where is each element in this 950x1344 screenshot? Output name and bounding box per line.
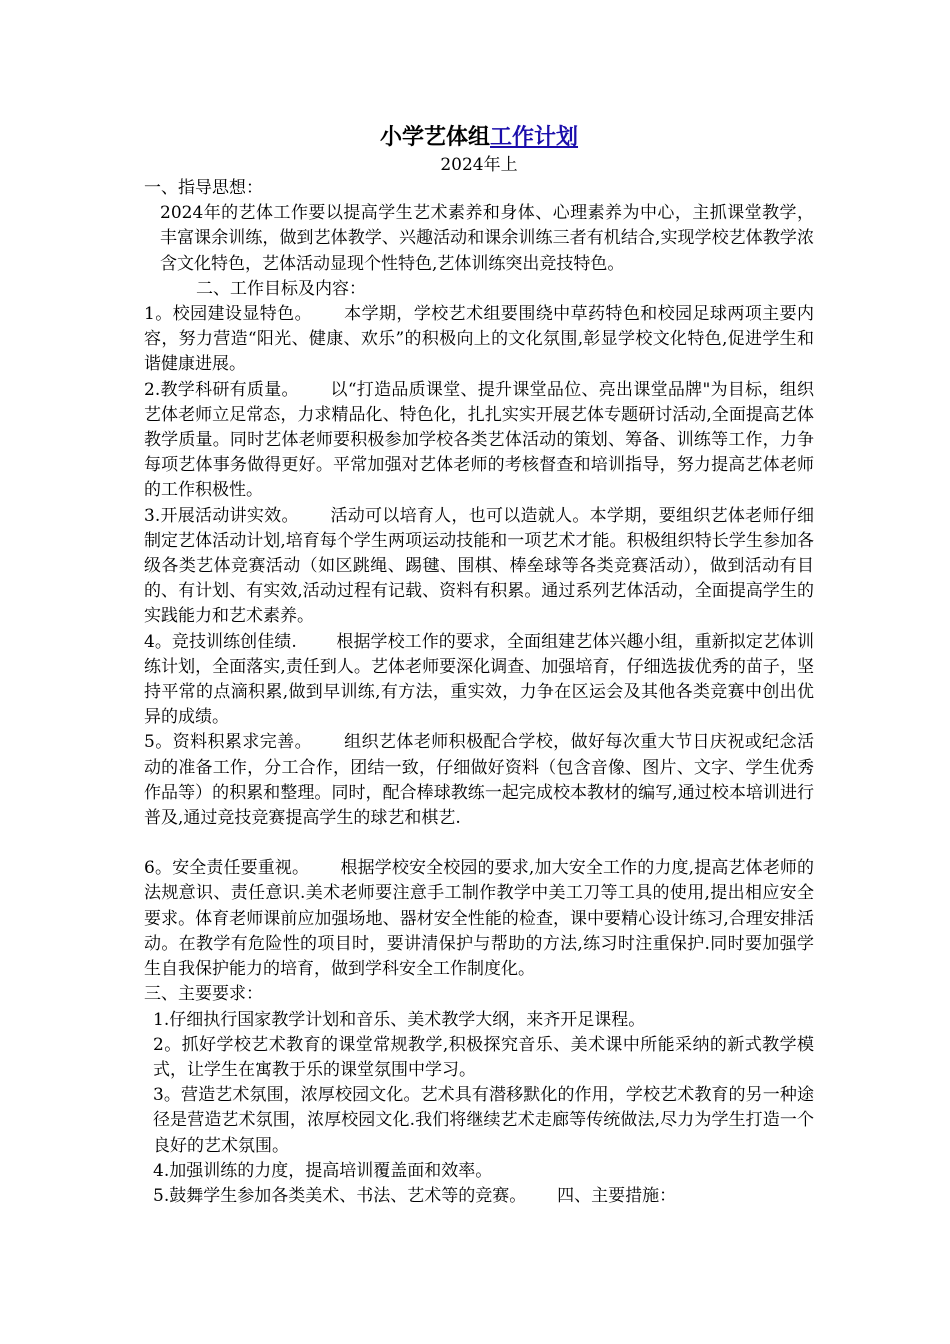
goal-item-6: 6。安全责任要重视。 根据学校安全校园的要求,加大安全工作的力度,提高艺体老师的法规意识、责任意识.美术老师要注意手工制作教学中美工刀等工具的使用,提出相应安全要求。体育老师课前应加强场地、器材安全性能的检查，课中要精心设计练习,合理安排活动。在教学有危险性的项目时，要讲清保护与帮助的方法,练习时注重保护.同时要加强学生自我保护能力的培育，做到学科安全工作制度化。 — [144, 858, 814, 980]
title-main: 小学艺体组 — [379, 124, 490, 150]
document-subtitle: 2024年上 — [440, 155, 518, 175]
section-heading-goals: 二、工作目标及内容： — [196, 278, 366, 299]
requirement-item-4: 4.加强训练的力度，提高培训覆盖面和效率。 — [153, 1160, 493, 1181]
title-link[interactable]: 工作计划 — [490, 124, 579, 150]
paragraph-guiding-thought: 2024年的艺体工作要以提高学生艺术素养和身体、心理素养为中心，主抓课堂教学，丰富课余训练，做到艺体教学、兴趣活动和课余训练三者有机结合,实现学校艺体教学浓含文化特色，艺体活动显现个性特色,艺体训练突出竞技特色。 — [160, 203, 814, 274]
goal-item-2: 2.教学科研有质量。 以“打造品质课堂、提升课堂品位、亮出课堂品牌"为目标，组织艺体老师立足常态，力求精品化、特色化，扎扎实实开展艺体专题研讨活动,全面提高艺体教学质量。同时艺体老师要积极参加学校各类艺体活动的策划、筹备、训练等工作，力争每项艺体事务做得更好。平常加强对艺体老师的考核督查和培训指导，努力提高艺体老师的工作积极性。 — [144, 379, 814, 501]
title-block — [144, 120, 814, 176]
requirement-item-1: 1.仔细执行国家教学计划和音乐、美术教学大纲，来齐开足课程。 — [153, 1009, 646, 1030]
goal-item-3: 3.开展活动讲实效。 活动可以培育人，也可以造就人。本学期，要组织艺体老师仔细制定艺体活动计划,培育每个学生两项运动技能和一项艺术才能。积极组织特长学生参加各级各类艺体竞赛活动（如区跳绳、踢毽、围棋、棒垒球等各类竞赛活动），做到活动有目的、有计划、有实效,活动过程有记载、资料有积累。通过系列艺体活动，全面提高学生的实践能力和艺术素养。 — [144, 505, 814, 627]
paragraph-gap — [144, 831, 814, 856]
goal-item-1: 1。校园建设显特色。 本学期，学校艺术组要围绕中草药特色和校园足球两项主要内容，努力营造“阳光、健康、欢乐”的积极向上的文化氛围,彰显学校文化特色,促进学生和谐健康进展。 — [144, 304, 814, 375]
requirement-item-2: 2。抓好学校艺术教育的课堂常规教学,积极探究音乐、美术课中所能采纳的新式教学模式，让学生在寓教于乐的课堂氛围中学习。 — [153, 1034, 814, 1080]
goal-item-4: 4。竞技训练创佳绩. 根据学校工作的要求，全面组建艺体兴趣小组，重新拟定艺体训练计划，全面落实,责任到人。艺体老师要深化调查、加强培育，仔细选拔优秀的苗子，坚持平常的点滴积累,做到早训练,有方法，重实效，力争在区运会及其他各类竞赛中创出优异的成绩。 — [144, 631, 814, 728]
document-title — [144, 120, 814, 154]
requirement-item-3: 3。营造艺术氛围，浓厚校园文化。艺术具有潜移默化的作用，学校艺术教育的另一种途径是营造艺术氛围，浓厚校园文化.我们将继续艺术走廊等传统做法,尽力为学生打造一个良好的艺术氛围。 — [153, 1085, 814, 1156]
section-heading-guiding-thought: 一、指导思想： — [144, 178, 263, 198]
goal-item-5: 5。资料积累求完善。 组织艺体老师积极配合学校，做好每次重大节日庆祝或纪念活动的准备工作，分工合作，团结一致，仔细做好资料（包含音像、图片、文字、学生优秀作品等）的积累和整理。同时，配合棒球教练一起完成校本教材的编写,通过校本培训进行普及,通过竞技竞赛提高学生的球艺和棋艺. — [144, 732, 814, 829]
document-body — [144, 120, 814, 1209]
section-heading-requirements: 三、主要要求： — [144, 984, 263, 1005]
requirement-item-5: 5.鼓舞学生参加各类美术、书法、艺术等的竞赛。 四、主要措施： — [153, 1185, 677, 1206]
